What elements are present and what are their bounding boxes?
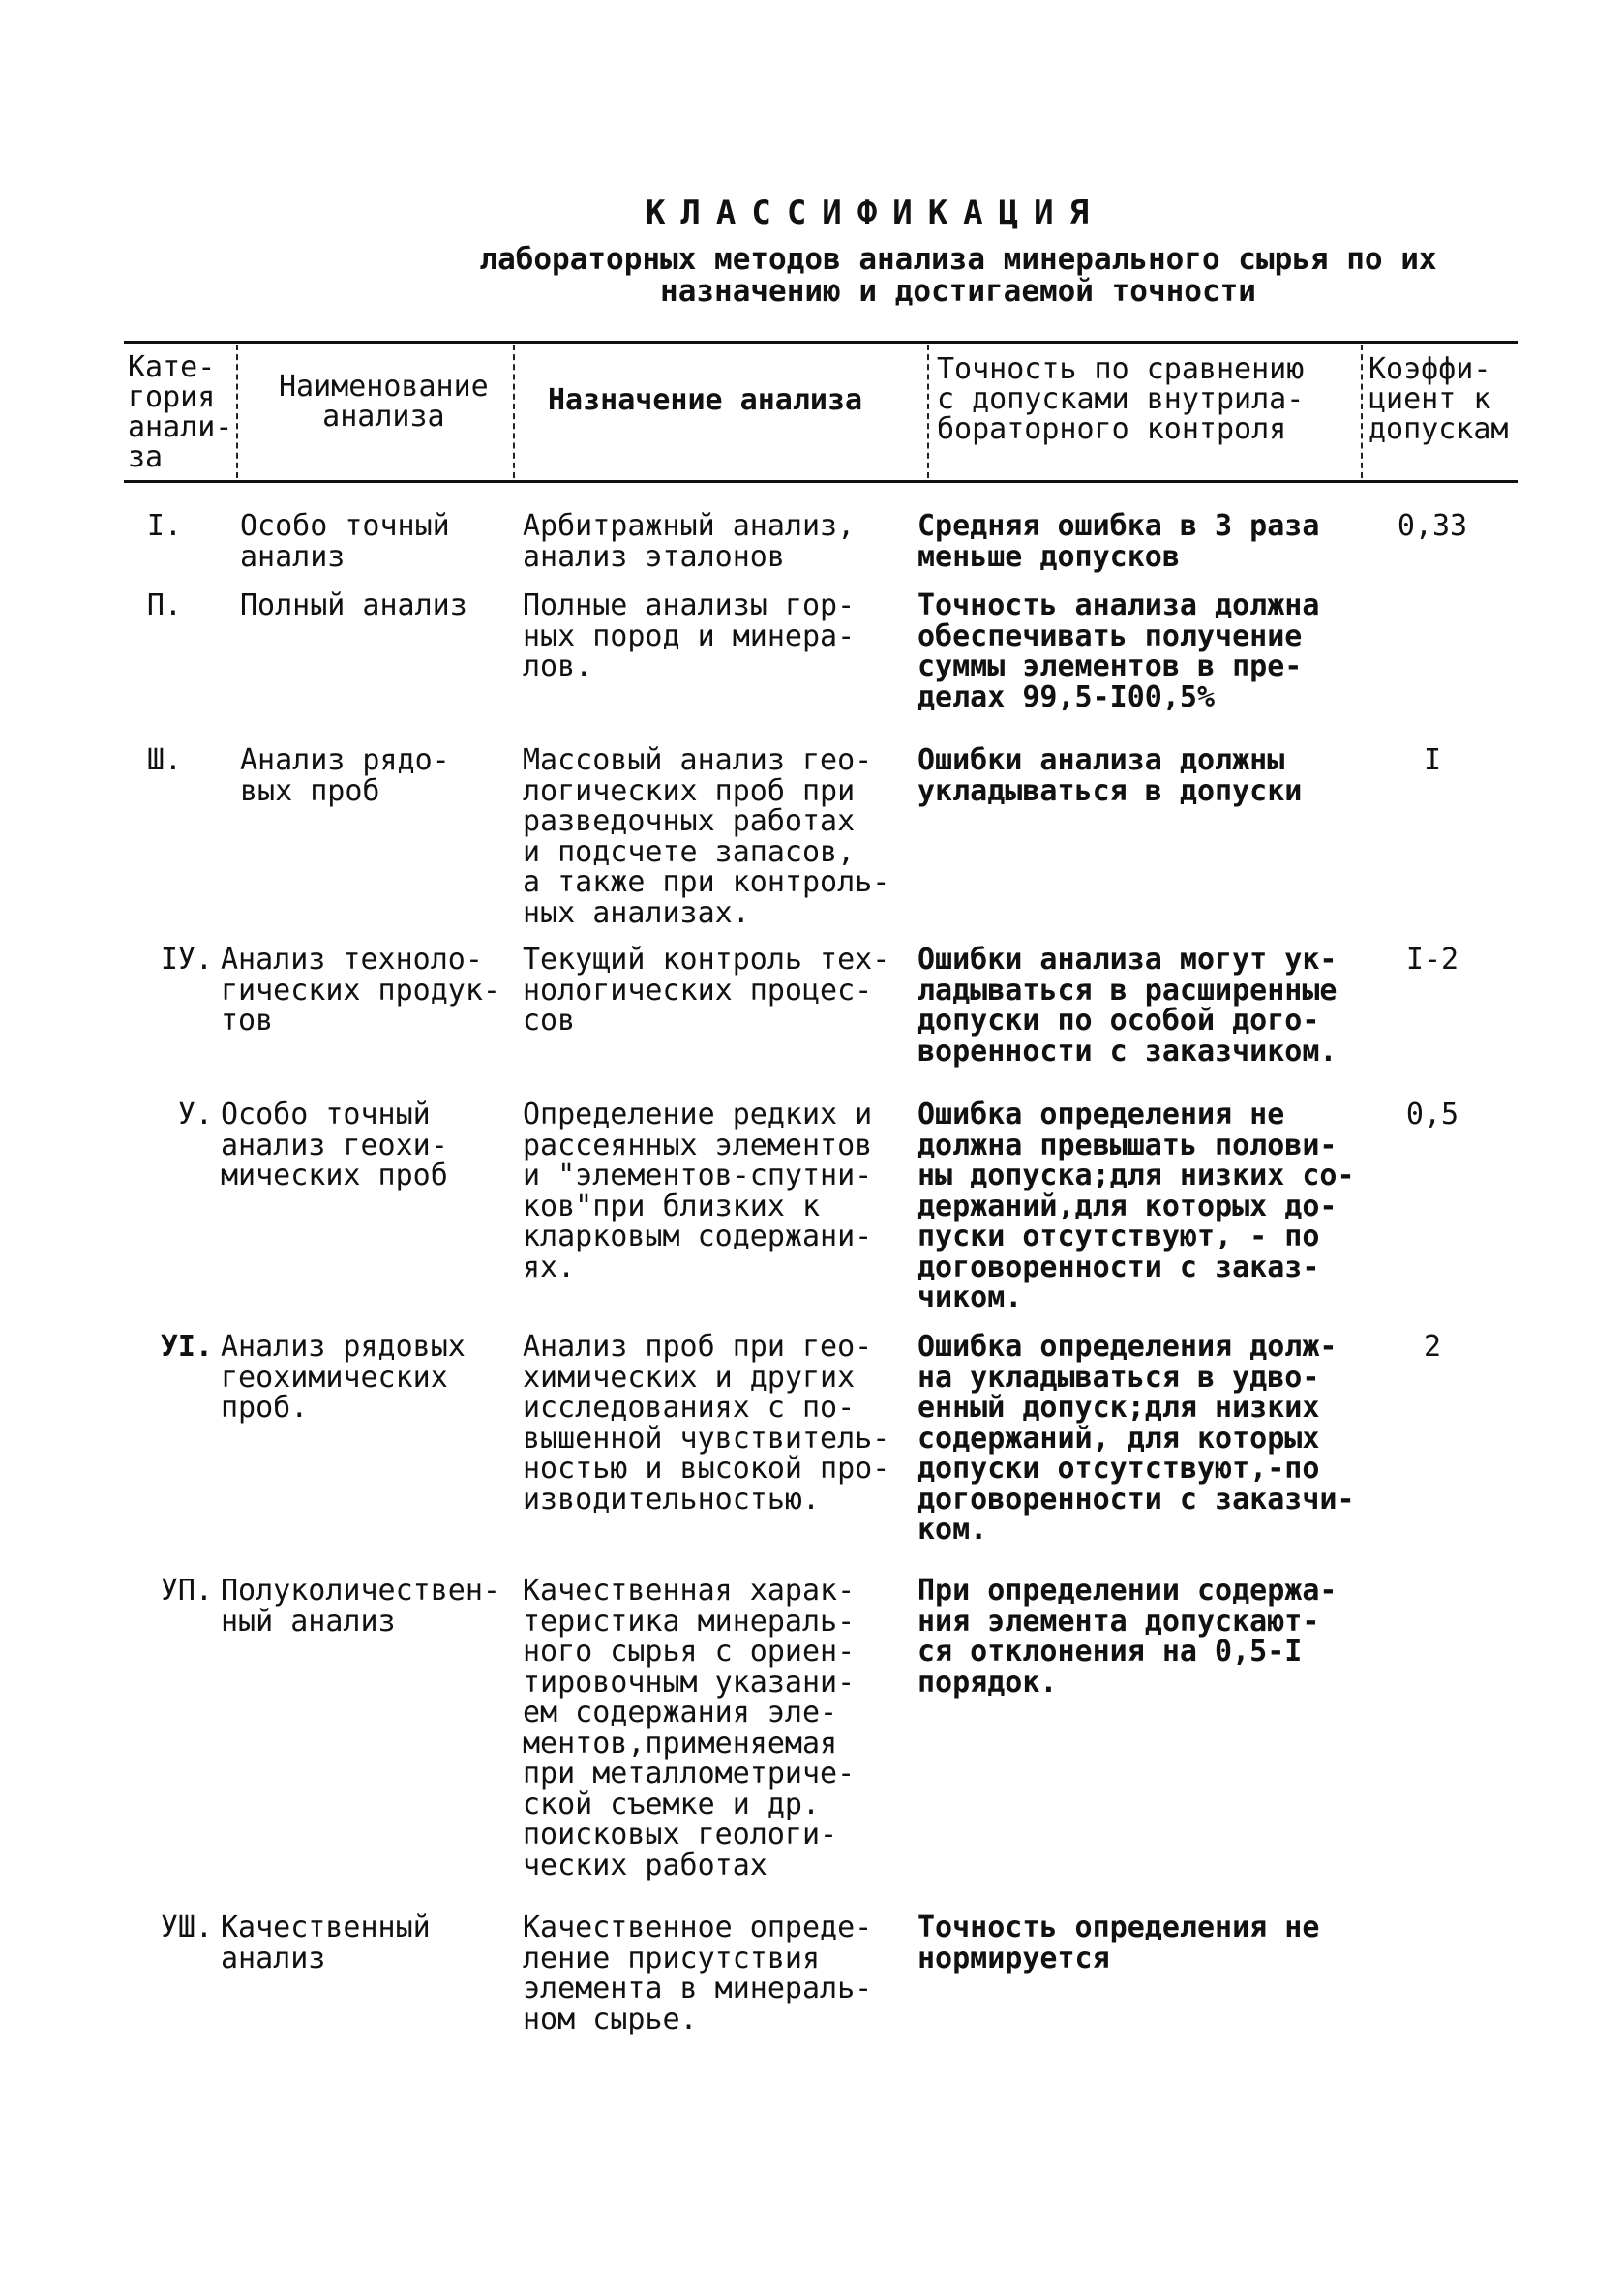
row-purpose: Анализ проб при гео- химических и других исследованиях с по- вышенной чувствитель- ностью и высокой про- изводительностью.	[523, 1330, 890, 1517]
header-purpose: Назначение анализа	[548, 383, 863, 417]
row-purpose: Текущий контроль тех- нологических процес- сов	[523, 943, 890, 1038]
row-category: П.	[146, 588, 182, 622]
row-accuracy: Ошибки анализа должны укладываться в допуски	[917, 743, 1303, 808]
row-name: Полный анализ	[240, 588, 467, 622]
header-divider-4	[1361, 345, 1363, 478]
row-accuracy: Ошибка определения не должна превышать полови- ны допуска;для низких со- держаний,для которых до- пуски отсутствуют, - по договоренности с заказ- чиком.	[917, 1098, 1355, 1314]
row-purpose: Массовый анализ гео- логических проб при разведочных работах и подсчете запасов, а также при контроль- ных анализах.	[523, 743, 890, 930]
row-accuracy: Средняя ошибка в 3 раза меньше допусков	[917, 509, 1320, 574]
header-coef: Коэффи- циент к допускам	[1368, 352, 1509, 446]
row-coef: 0,5	[1405, 1098, 1459, 1131]
row-name: Анализ техноло- гических продук- тов	[221, 943, 500, 1038]
row-purpose: Арбитражный анализ, анализ эталонов	[523, 509, 856, 574]
row-category: УI.	[160, 1330, 213, 1364]
header-divider-2	[513, 345, 515, 478]
row-coef: I	[1423, 743, 1442, 777]
row-accuracy: Ошибки анализа могут ук- ладываться в расширенные допуски по особой дого- воренности с заказчиком.	[917, 943, 1338, 1068]
header-top-rule	[124, 341, 1518, 344]
row-accuracy: Точность определения не нормируется	[917, 1910, 1320, 1975]
row-purpose: Качественная харак- теристика минераль- ного сырья с ориен- тировочным указани- ем содержания эле- ментов,применяемая при металлометриче- ской съемке и др. поисковых геологи- ческих работах	[523, 1574, 856, 1882]
row-accuracy: Ошибка определения долж- на укладываться в удво- енный допуск;для низких содержаний, для которых допуски отсутствуют,-по договоренности с заказчи- ком.	[917, 1330, 1355, 1547]
row-purpose: Полные анализы гор- ных пород и минера- лов.	[523, 588, 856, 683]
header-name: Наименование анализа	[279, 370, 489, 434]
row-coef: I-2	[1405, 943, 1459, 977]
row-accuracy: Точность анализа должна обеспечивать получение суммы элементов в пре- делах 99,5-I00,5%	[917, 588, 1320, 714]
row-name: Анализ рядовых геохимических проб.	[221, 1330, 466, 1425]
row-name: Качественный анализ	[221, 1910, 431, 1975]
header-divider-1	[236, 345, 238, 478]
row-name: Анализ рядо- вых проб	[240, 743, 450, 808]
row-name: Особо точный анализ геохи- мических проб	[221, 1098, 448, 1192]
row-name: Полуколичествен- ный анализ	[221, 1574, 500, 1639]
row-purpose: Качественное опреде- ление присутствия элемента в минераль- ном сырье.	[523, 1910, 873, 2036]
document-subtitle: лабораторных методов анализа минерального сырья по их назначению и достигаемой точности	[479, 242, 1437, 309]
header-divider-3	[927, 345, 929, 478]
row-accuracy: При определении содержа- ния элемента допускают- ся отклонения на 0,5-I порядок.	[917, 1574, 1338, 1699]
row-coef: 0,33	[1397, 509, 1468, 543]
row-coef: 2	[1423, 1330, 1442, 1364]
header-bottom-rule	[124, 480, 1518, 483]
row-category: УШ.	[160, 1910, 213, 1944]
row-purpose: Определение редких и рассеянных элементов и "элементов-спутни- ков"при близких к кларковым содержани- ях.	[523, 1098, 873, 1284]
row-category: УП.	[160, 1574, 213, 1608]
header-accuracy: Точность по сравнению с допусками внутрила- бораторного контроля	[937, 352, 1305, 446]
document-title: КЛАССИФИКАЦИЯ	[645, 194, 1105, 232]
row-category: Ш.	[146, 743, 182, 777]
row-category: I.	[146, 509, 182, 543]
row-name: Особо точный анализ	[240, 509, 450, 574]
row-category: У.	[177, 1098, 213, 1131]
header-category: Кате- гория анали- за	[128, 350, 233, 474]
row-category: IУ.	[160, 943, 213, 977]
